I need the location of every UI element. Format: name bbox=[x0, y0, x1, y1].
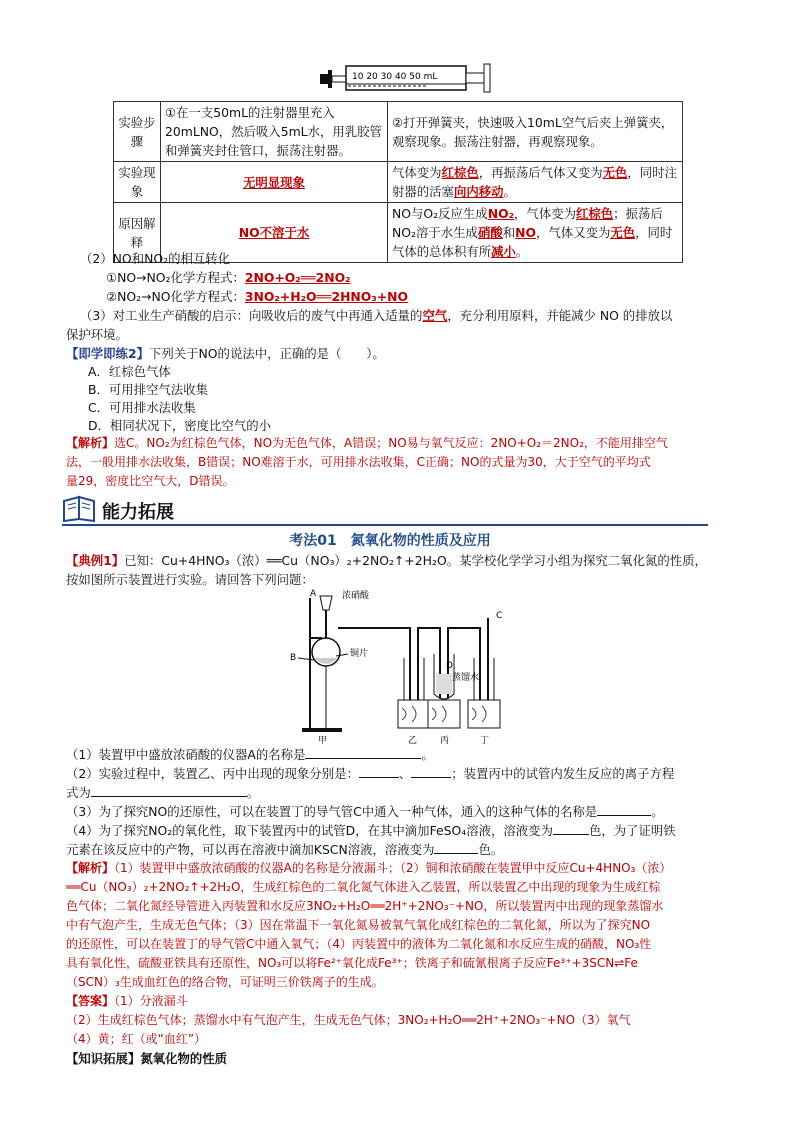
banner-title: 能力拓展 bbox=[102, 502, 174, 523]
answer-line: （2）生成红棕色气体；蒸馏水中有气泡产生，生成无色气体；3NO₂+H₂O══2H⁺+2NO₃⁻+NO（3）氧气 bbox=[66, 1013, 631, 1027]
answer-text: 红棕色 bbox=[441, 165, 479, 180]
phenomenon-1-cell bbox=[161, 162, 388, 203]
answer-blank[interactable] bbox=[359, 765, 399, 778]
label-a: A bbox=[310, 589, 317, 599]
analysis-tag: 【解析】 bbox=[66, 436, 115, 450]
banner-rule bbox=[62, 524, 708, 526]
answer-text: NO bbox=[515, 225, 537, 240]
row-head: 原因解释 bbox=[114, 203, 161, 263]
answer-blank[interactable] bbox=[597, 803, 651, 816]
label-d: D bbox=[446, 661, 453, 671]
section-3 bbox=[80, 306, 760, 325]
analysis2-line: 具有氧化性，硫酸亚铁具有还原性，NO₃可以将Fe²⁺氧化成Fe³⁺；铁离子和硫氰根离子反应Fe³⁺+3SCN⇌Fe bbox=[66, 956, 638, 970]
equation-1 bbox=[106, 268, 786, 287]
table-row bbox=[114, 162, 683, 203]
answer-text: 3NO₂+H₂O══2HNO₃+NO bbox=[244, 289, 409, 304]
text: 式为 bbox=[66, 785, 91, 800]
answer-line bbox=[66, 992, 746, 1011]
label-water: 蒸馏水 bbox=[452, 673, 480, 683]
answer-text: NO₂ bbox=[487, 206, 515, 221]
question-4 bbox=[66, 821, 746, 840]
answer-text: 硝酸 bbox=[477, 225, 503, 240]
text: 色，为了证明铁 bbox=[588, 823, 676, 838]
question-2-cont: 式为 。 bbox=[66, 785, 260, 800]
text: （3）对工业生产硝酸的启示：向吸收后的废气中再通入适量的 bbox=[80, 308, 423, 323]
answer-blank[interactable] bbox=[91, 784, 247, 797]
row-head: 实验步骤 bbox=[114, 102, 161, 162]
syringe-scale: 10 20 30 40 50 mL bbox=[352, 72, 438, 82]
text: （2）实验过程中，装置乙、丙中出现的现象分别是： bbox=[66, 766, 359, 781]
table-row bbox=[114, 102, 683, 162]
text: （1）分液漏斗 bbox=[114, 994, 188, 1008]
answer-text: NO不溶于水 bbox=[238, 225, 310, 240]
analysis-tag: 【解析】 bbox=[66, 861, 115, 875]
answer-blank[interactable] bbox=[411, 765, 451, 778]
analysis2-line: 色气体；二氧化氮经导管进入丙装置和水反应3NO₂+H₂O══2H⁺+2NO₃⁻+NO，所以装置丙中出现的现象蒸馏水 bbox=[66, 899, 664, 913]
answer-text: 2NO+O₂══2NO₂ bbox=[244, 270, 351, 285]
phenomenon-2-cell bbox=[388, 162, 683, 203]
text: （1）装置甲中盛放浓硝酸的仪器A的名称是 bbox=[66, 747, 306, 762]
row-head: 实验现象 bbox=[114, 162, 161, 203]
question-1: （1）装置甲中盛放浓硝酸的仪器A的名称是 。 bbox=[66, 747, 434, 762]
label-copper: 铜片 bbox=[350, 649, 369, 659]
text: ①NO→NO₂化学方程式： bbox=[106, 270, 245, 285]
analysis-line: 量29，密度比空气大，D错误。 bbox=[66, 474, 235, 488]
text: 已知：Cu+4HNO₃（浓）══Cu（NO₃）₂+2NO₂↑+2H₂O。某学校化学学习小组为探究二氧化氮的性质， bbox=[124, 553, 707, 568]
text: 和 bbox=[502, 225, 516, 240]
question-3: （3）为了探究NO的还原性，可以在装置丁的导气管C中通入一种气体，通入的这种气体的名称是 。 bbox=[66, 804, 664, 819]
book-icon bbox=[62, 495, 98, 523]
text: 下列关于NO的说法中，正确的是（ ）。 bbox=[148, 346, 385, 361]
analysis-line: 法，一般用排水法收集，B错误；NO难溶于水，可用排水法收集，C正确；NO的式量为30，大于空气的平均式 bbox=[66, 455, 651, 469]
analysis2-line: ══Cu（NO₃）₂+2NO₂↑+2H₂O，生成红棕色的二氧化氮气体进入乙装置，所以装置乙中出现的现象为生成红棕 bbox=[66, 880, 661, 894]
analysis2-line: （SCN）₃生成血红色的络合物，可证明三价铁离子的生成。 bbox=[66, 975, 384, 989]
text: 。 bbox=[503, 184, 516, 199]
example-line: 按如图所示装置进行实验。请回答下列问题： bbox=[66, 572, 314, 587]
step-1-cell: ①在一支50mL的注射器里充入20mLNO，然后吸入5mL水，用乳胶管和弹簧夹封住管口，振荡注射器。 bbox=[161, 102, 388, 162]
text: ，同时注射器的活塞 bbox=[392, 165, 677, 199]
method-title: 考法01 氮氧化物的性质及应用 bbox=[289, 533, 491, 549]
label-b: B bbox=[290, 653, 297, 663]
answer-text: 无明显现象 bbox=[243, 174, 305, 190]
text: 氮氧化物的性质 bbox=[140, 1051, 228, 1066]
answer-blank[interactable] bbox=[305, 746, 421, 759]
section-2-title: （2）NO和NO₂的相互转化 bbox=[80, 251, 231, 266]
answer-line: （4）黄；红（或“血红”） bbox=[66, 1032, 207, 1046]
practice-tag: 【即学即练2】 bbox=[66, 346, 149, 361]
example-tag: 【典例1】 bbox=[66, 553, 125, 568]
text: ；振荡后NO₂溶于水生成 bbox=[392, 206, 663, 240]
answer-text: 向内移动 bbox=[453, 184, 504, 199]
label-ding: 丁 bbox=[480, 736, 490, 746]
label-acid: 浓硝酸 bbox=[342, 591, 370, 601]
example-line bbox=[66, 551, 746, 570]
answer-tag: 【答案】 bbox=[66, 994, 115, 1008]
apparatus-figure bbox=[290, 588, 520, 746]
option-d: D．相同状况下，密度比空气的小 bbox=[88, 418, 272, 433]
text: NO与O₂反应生成 bbox=[392, 206, 488, 221]
question-4-cont bbox=[66, 840, 746, 859]
option-c: C．可用排水法收集 bbox=[88, 400, 196, 415]
experiment-table bbox=[113, 101, 683, 263]
answer-blank[interactable] bbox=[434, 841, 478, 854]
text: （3）为了探究NO的还原性，可以在装置丁的导气管C中通入一种气体，通入的这种气体的名称是 bbox=[66, 804, 598, 819]
text: 选C。NO₂为红棕色气体，NO为无色气体，A错误；NO易与氧气反应：2NO+O₂＝2NO₂，不能用排空气 bbox=[114, 436, 668, 450]
text: （1）装置甲中盛放浓硝酸的仪器A的名称是分液漏斗；（2）铜和浓硝酸在装置甲中反应Cu+4HNO₃（浓） bbox=[114, 861, 672, 875]
label-c: C bbox=[496, 611, 503, 621]
answer-text: 红棕色 bbox=[576, 206, 614, 221]
label-bing: 丙 bbox=[440, 736, 450, 746]
label-yi: 乙 bbox=[408, 736, 418, 746]
option-b: B．可用排空气法收集 bbox=[88, 382, 209, 397]
text: （4）为了探究NO₂的氧化性，取下装置丙中的试管D，在其中滴加FeSO₄溶液，溶液变为 bbox=[66, 823, 553, 838]
question-2: （2）实验过程中，装置乙、丙中出现的现象分别是： 、 ；装置丙中的试管内发生反应的离子方程 bbox=[66, 766, 675, 781]
text: ；装置丙中的试管内发生反应的离子方程 bbox=[451, 766, 675, 781]
syringe-figure bbox=[318, 62, 498, 96]
analysis2-line: 中有气泡产生，生成无色气体；（3）因在常温下一氧化氮易被氧气氧化成红棕色的二氧化氮，所以为了探究NO bbox=[66, 918, 651, 932]
knowledge-line bbox=[66, 1049, 746, 1068]
step-2-cell: ②打开弹簧夹，快速吸入10mL空气后夹上弹簧夹，观察现象。振荡注射器，再观察现象。 bbox=[388, 102, 683, 162]
text: ②NO₂→NO化学方程式： bbox=[106, 289, 245, 304]
analysis-line bbox=[66, 434, 746, 453]
text: ，气体变为 bbox=[514, 206, 576, 221]
text: ，气体又变为 bbox=[536, 225, 611, 240]
knowledge-tag: 【知识拓展】 bbox=[66, 1051, 141, 1066]
text: 元素在该反应中的产物，可以再在溶液中滴加KSCN溶液，溶液变为 bbox=[66, 842, 435, 857]
text: ，再振荡后气体又变为 bbox=[478, 165, 603, 180]
text: 色。 bbox=[478, 842, 504, 857]
section-3-cont: 保护环境。 bbox=[66, 327, 128, 342]
practice-stem bbox=[66, 344, 746, 363]
text: 。 bbox=[515, 244, 529, 259]
answer-text: 无色 bbox=[602, 165, 628, 180]
text: ，同时气体的总体积有所 bbox=[392, 225, 673, 259]
answer-text: 减小 bbox=[491, 244, 516, 259]
label-jia: 甲 bbox=[318, 736, 328, 746]
answer-text: 空气 bbox=[422, 308, 448, 323]
equation-2 bbox=[106, 287, 786, 306]
answer-blank[interactable] bbox=[553, 822, 589, 835]
analysis2-line bbox=[66, 859, 746, 878]
analysis2-line: 的还原性，可以在装置丁的导气管C中通入氧气；（4）丙装置中的液体为二氧化氮和水反应生成的硝酸，NO₃性 bbox=[66, 937, 652, 951]
text: ，充分利用原料，并能减少 NO 的排放以 bbox=[447, 308, 673, 323]
option-a: A．红棕色气体 bbox=[88, 364, 171, 379]
text: 气体变为 bbox=[392, 165, 442, 180]
answer-text: 无色 bbox=[610, 225, 636, 240]
